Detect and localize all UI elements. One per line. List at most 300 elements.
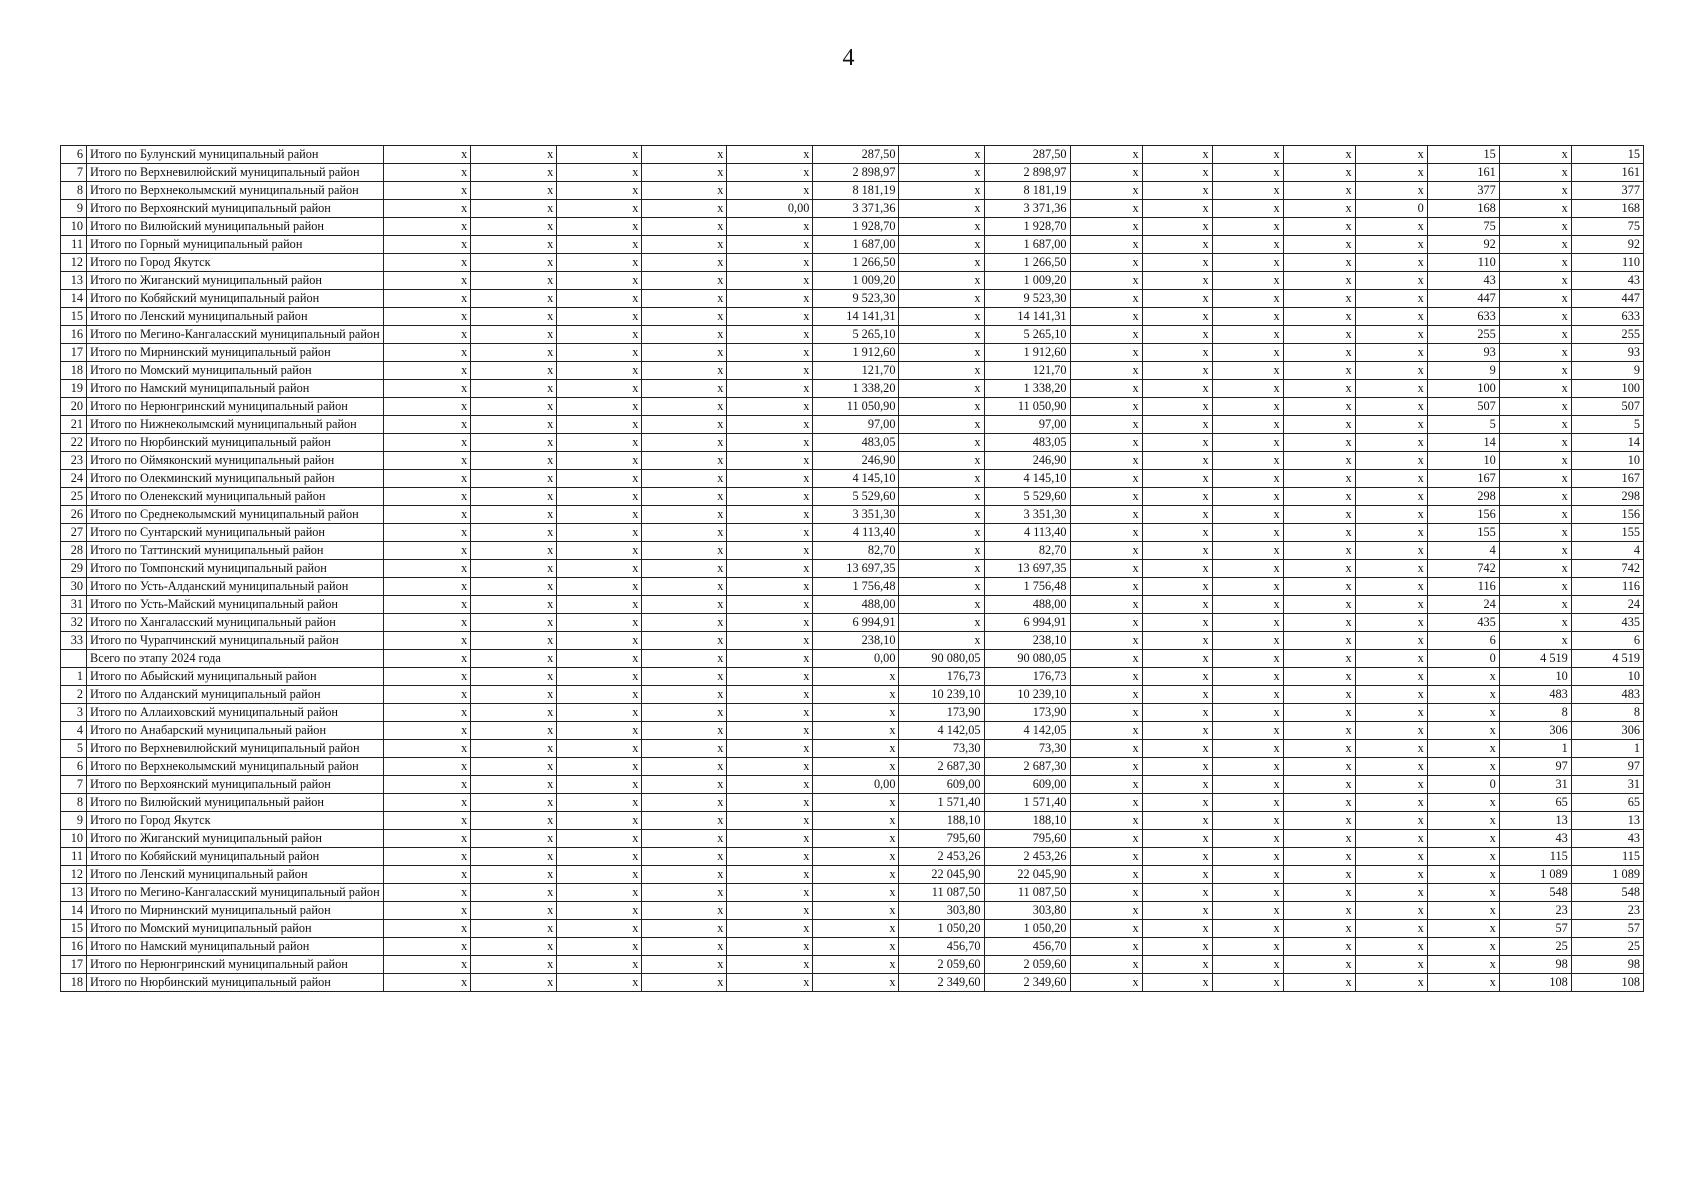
- table-cell: x: [557, 488, 642, 506]
- table-cell: x: [471, 398, 557, 416]
- table-cell: x: [557, 308, 642, 326]
- table-cell: x: [1283, 614, 1355, 632]
- table-cell: x: [557, 920, 642, 938]
- table-cell: x: [1070, 290, 1142, 308]
- table-cell: x: [1212, 920, 1283, 938]
- row-label: Итого по Томпонский муниципальный район: [87, 560, 384, 578]
- table-cell: x: [727, 632, 813, 650]
- table-cell: 447: [1571, 290, 1643, 308]
- table-cell: 90 080,05: [984, 650, 1070, 668]
- table-cell: x: [899, 434, 984, 452]
- table-cell: 173,90: [984, 704, 1070, 722]
- table-cell: 24: [1427, 596, 1499, 614]
- table-row: [61, 326, 1644, 344]
- row-number: 3: [61, 704, 87, 722]
- table-cell: x: [1283, 164, 1355, 182]
- table-cell: x: [727, 344, 813, 362]
- table-cell: x: [1070, 200, 1142, 218]
- table-cell: x: [899, 344, 984, 362]
- row-label: Итого по Кобяйский муниципальный район: [87, 848, 384, 866]
- table-row: [61, 290, 1644, 308]
- row-label: Итого по Нерюнгринский муниципальный район: [87, 398, 384, 416]
- table-cell: x: [727, 956, 813, 974]
- table-cell: x: [642, 434, 727, 452]
- table-cell: x: [642, 794, 727, 812]
- table-cell: 3 351,30: [813, 506, 899, 524]
- row-label: Итого по Горный муниципальный район: [87, 236, 384, 254]
- table-row: [61, 452, 1644, 470]
- table-row: [61, 506, 1644, 524]
- table-cell: x: [1070, 254, 1142, 272]
- table-cell: x: [1142, 632, 1212, 650]
- table-cell: 609,00: [984, 776, 1070, 794]
- table-cell: x: [1355, 380, 1427, 398]
- table-cell: 10 239,10: [899, 686, 984, 704]
- table-cell: 82,70: [813, 542, 899, 560]
- table-cell: x: [1427, 956, 1499, 974]
- table-cell: 25: [1571, 938, 1643, 956]
- table-cell: x: [813, 686, 899, 704]
- row-label: Итого по Оленекский муниципальный район: [87, 488, 384, 506]
- table-cell: x: [1283, 848, 1355, 866]
- table-cell: x: [1142, 776, 1212, 794]
- table-cell: x: [813, 920, 899, 938]
- table-cell: x: [1070, 146, 1142, 164]
- table-cell: x: [727, 542, 813, 560]
- row-label: Итого по Верхневилюйский муниципальный район: [87, 164, 384, 182]
- table-cell: 2 898,97: [813, 164, 899, 182]
- table-cell: x: [642, 596, 727, 614]
- table-cell: x: [899, 614, 984, 632]
- row-number: 14: [61, 290, 87, 308]
- table-cell: x: [1355, 614, 1427, 632]
- table-row: [61, 632, 1644, 650]
- table-cell: x: [557, 578, 642, 596]
- table-cell: 97: [1571, 758, 1643, 776]
- table-cell: 1: [1499, 740, 1571, 758]
- table-cell: x: [384, 884, 471, 902]
- table-row: [61, 380, 1644, 398]
- table-cell: x: [1355, 650, 1427, 668]
- table-cell: x: [1212, 884, 1283, 902]
- table-cell: x: [471, 380, 557, 398]
- table-cell: x: [1142, 236, 1212, 254]
- table-cell: 167: [1427, 470, 1499, 488]
- table-cell: x: [1427, 902, 1499, 920]
- table-cell: x: [1212, 938, 1283, 956]
- table-cell: x: [1212, 758, 1283, 776]
- table-cell: x: [1212, 506, 1283, 524]
- table-cell: x: [1355, 722, 1427, 740]
- table-cell: x: [642, 902, 727, 920]
- table-cell: 115: [1571, 848, 1643, 866]
- table-cell: x: [727, 398, 813, 416]
- table-cell: x: [813, 668, 899, 686]
- table-cell: x: [1355, 776, 1427, 794]
- table-cell: x: [471, 488, 557, 506]
- table-cell: x: [557, 740, 642, 758]
- row-number: 22: [61, 434, 87, 452]
- table-cell: x: [1427, 704, 1499, 722]
- table-cell: x: [727, 182, 813, 200]
- table-cell: x: [471, 596, 557, 614]
- table-cell: 116: [1571, 578, 1643, 596]
- table-cell: x: [642, 542, 727, 560]
- table-cell: 2 349,60: [984, 974, 1070, 992]
- row-label: Итого по Усть-Алданский муниципальный район: [87, 578, 384, 596]
- table-cell: x: [384, 272, 471, 290]
- table-cell: x: [557, 236, 642, 254]
- row-number: 8: [61, 794, 87, 812]
- table-cell: 14: [1427, 434, 1499, 452]
- table-cell: x: [1355, 416, 1427, 434]
- table-cell: x: [1283, 416, 1355, 434]
- table-cell: x: [384, 722, 471, 740]
- table-cell: x: [1070, 578, 1142, 596]
- table-cell: x: [1283, 524, 1355, 542]
- table-cell: x: [1355, 488, 1427, 506]
- row-label: Итого по Момский муниципальный район: [87, 362, 384, 380]
- table-cell: x: [727, 866, 813, 884]
- table-cell: 483: [1499, 686, 1571, 704]
- table-cell: 24: [1571, 596, 1643, 614]
- table-cell: x: [1070, 740, 1142, 758]
- table-cell: x: [1427, 884, 1499, 902]
- table-cell: x: [557, 632, 642, 650]
- table-cell: x: [1070, 236, 1142, 254]
- table-cell: 82,70: [984, 542, 1070, 560]
- table-cell: 65: [1571, 794, 1643, 812]
- table-cell: 4 113,40: [813, 524, 899, 542]
- table-cell: x: [813, 974, 899, 992]
- row-number: 29: [61, 560, 87, 578]
- table-cell: x: [1142, 542, 1212, 560]
- table-cell: 9 523,30: [813, 290, 899, 308]
- table-cell: x: [1212, 632, 1283, 650]
- table-cell: 11 050,90: [813, 398, 899, 416]
- row-number: 11: [61, 236, 87, 254]
- table-cell: x: [1355, 632, 1427, 650]
- row-number: 25: [61, 488, 87, 506]
- table-row: [61, 776, 1644, 794]
- table-cell: x: [384, 596, 471, 614]
- table-cell: x: [642, 668, 727, 686]
- table-cell: x: [642, 578, 727, 596]
- table-cell: x: [1427, 848, 1499, 866]
- table-cell: x: [1427, 758, 1499, 776]
- table-cell: x: [1070, 416, 1142, 434]
- table-cell: x: [1355, 668, 1427, 686]
- table-cell: x: [1283, 254, 1355, 272]
- table-cell: x: [1142, 506, 1212, 524]
- table-cell: 57: [1571, 920, 1643, 938]
- table-cell: 176,73: [984, 668, 1070, 686]
- table-cell: x: [727, 722, 813, 740]
- table-cell: x: [1070, 866, 1142, 884]
- table-cell: x: [384, 632, 471, 650]
- row-number: 7: [61, 164, 87, 182]
- table-row: [61, 920, 1644, 938]
- table-cell: x: [727, 902, 813, 920]
- table-cell: 93: [1427, 344, 1499, 362]
- table-cell: 633: [1427, 308, 1499, 326]
- table-cell: 75: [1571, 218, 1643, 236]
- table-cell: x: [642, 740, 727, 758]
- row-number: 12: [61, 254, 87, 272]
- table-cell: x: [1355, 218, 1427, 236]
- table-cell: x: [557, 272, 642, 290]
- row-number: 21: [61, 416, 87, 434]
- table-cell: x: [1212, 470, 1283, 488]
- table-cell: x: [1283, 920, 1355, 938]
- table-cell: x: [1070, 182, 1142, 200]
- table-cell: x: [1283, 380, 1355, 398]
- table-cell: x: [1212, 974, 1283, 992]
- table-cell: x: [471, 326, 557, 344]
- table-cell: x: [1070, 272, 1142, 290]
- table-cell: 14: [1571, 434, 1643, 452]
- table-cell: x: [557, 200, 642, 218]
- table-cell: 795,60: [984, 830, 1070, 848]
- table-cell: x: [384, 290, 471, 308]
- table-row: [61, 686, 1644, 704]
- table-cell: 65: [1499, 794, 1571, 812]
- table-cell: x: [384, 866, 471, 884]
- table-cell: x: [1283, 470, 1355, 488]
- table-cell: x: [471, 974, 557, 992]
- table-cell: x: [727, 830, 813, 848]
- table-cell: 483: [1571, 686, 1643, 704]
- table-cell: 22 045,90: [984, 866, 1070, 884]
- table-cell: x: [1355, 524, 1427, 542]
- table-cell: x: [1283, 686, 1355, 704]
- table-cell: x: [1283, 362, 1355, 380]
- table-cell: x: [384, 308, 471, 326]
- table-cell: x: [727, 434, 813, 452]
- table-cell: x: [1142, 182, 1212, 200]
- table-cell: x: [1142, 398, 1212, 416]
- table-cell: x: [1212, 236, 1283, 254]
- table-cell: 43: [1571, 830, 1643, 848]
- table-cell: x: [813, 902, 899, 920]
- table-cell: x: [1142, 758, 1212, 776]
- table-cell: x: [384, 812, 471, 830]
- table-cell: x: [384, 236, 471, 254]
- table-row: [61, 542, 1644, 560]
- table-cell: x: [642, 218, 727, 236]
- table-cell: x: [1499, 452, 1571, 470]
- table-cell: 1 928,70: [813, 218, 899, 236]
- table-cell: x: [1212, 794, 1283, 812]
- table-cell: x: [384, 506, 471, 524]
- row-label: Итого по Чурапчинский муниципальный район: [87, 632, 384, 650]
- row-number: 6: [61, 146, 87, 164]
- table-cell: x: [1355, 704, 1427, 722]
- table-cell: x: [1142, 830, 1212, 848]
- table-cell: x: [471, 290, 557, 308]
- row-number: 7: [61, 776, 87, 794]
- table-cell: x: [1355, 470, 1427, 488]
- table-cell: x: [1355, 794, 1427, 812]
- table-cell: x: [1070, 704, 1142, 722]
- table-cell: x: [727, 776, 813, 794]
- table-cell: 456,70: [984, 938, 1070, 956]
- table-cell: x: [1142, 488, 1212, 506]
- table-row: [61, 434, 1644, 452]
- table-cell: 483,05: [813, 434, 899, 452]
- table-cell: 168: [1571, 200, 1643, 218]
- table-cell: x: [471, 308, 557, 326]
- table-cell: x: [899, 218, 984, 236]
- table-cell: x: [384, 380, 471, 398]
- table-cell: x: [1212, 704, 1283, 722]
- table-cell: x: [1070, 380, 1142, 398]
- table-cell: 108: [1499, 974, 1571, 992]
- table-cell: x: [1499, 578, 1571, 596]
- table-cell: 4: [1571, 542, 1643, 560]
- table-row: [61, 722, 1644, 740]
- table-cell: x: [1212, 830, 1283, 848]
- table-cell: x: [1142, 470, 1212, 488]
- table-cell: x: [1499, 596, 1571, 614]
- table-cell: x: [1283, 758, 1355, 776]
- table-cell: x: [1212, 650, 1283, 668]
- table-row: [61, 740, 1644, 758]
- table-cell: x: [1355, 686, 1427, 704]
- table-cell: x: [471, 650, 557, 668]
- table-cell: x: [899, 452, 984, 470]
- table-cell: x: [471, 254, 557, 272]
- table-cell: 1 338,20: [984, 380, 1070, 398]
- table-cell: 306: [1571, 722, 1643, 740]
- table-cell: x: [813, 704, 899, 722]
- table-cell: x: [471, 470, 557, 488]
- table-cell: x: [1070, 434, 1142, 452]
- table-cell: x: [471, 578, 557, 596]
- table-cell: x: [899, 362, 984, 380]
- table-cell: x: [1283, 434, 1355, 452]
- table-cell: 1 756,48: [984, 578, 1070, 596]
- row-number: 17: [61, 956, 87, 974]
- table-cell: x: [1355, 830, 1427, 848]
- row-number: 32: [61, 614, 87, 632]
- table-cell: x: [1070, 308, 1142, 326]
- table-cell: x: [727, 524, 813, 542]
- table-cell: x: [1427, 668, 1499, 686]
- table-cell: x: [813, 794, 899, 812]
- table-cell: 25: [1499, 938, 1571, 956]
- table-cell: x: [727, 758, 813, 776]
- table-cell: 2 349,60: [899, 974, 984, 992]
- table-cell: x: [727, 650, 813, 668]
- table-cell: 90 080,05: [899, 650, 984, 668]
- row-label: Итого по Олекминский муниципальный район: [87, 470, 384, 488]
- table-cell: x: [813, 938, 899, 956]
- row-number: 13: [61, 884, 87, 902]
- table-cell: 483,05: [984, 434, 1070, 452]
- table-cell: 5 265,10: [813, 326, 899, 344]
- table-cell: x: [727, 506, 813, 524]
- table-cell: x: [642, 866, 727, 884]
- table-cell: x: [1070, 722, 1142, 740]
- table-cell: x: [384, 560, 471, 578]
- table-cell: x: [1212, 434, 1283, 452]
- table-cell: x: [1499, 218, 1571, 236]
- table-cell: x: [1212, 668, 1283, 686]
- table-cell: x: [727, 272, 813, 290]
- table-cell: x: [813, 830, 899, 848]
- table-cell: 100: [1427, 380, 1499, 398]
- table-cell: 0,00: [727, 200, 813, 218]
- row-label: Итого по Мегино-Кангаласский муниципальный район: [87, 884, 384, 902]
- table-cell: x: [727, 578, 813, 596]
- table-cell: x: [642, 938, 727, 956]
- table-cell: x: [813, 884, 899, 902]
- table-cell: 1 571,40: [984, 794, 1070, 812]
- row-label: Итого по Нюрбинский муниципальный район: [87, 974, 384, 992]
- table-row: [61, 956, 1644, 974]
- table-cell: x: [1070, 920, 1142, 938]
- table-cell: x: [384, 542, 471, 560]
- table-cell: x: [642, 614, 727, 632]
- table-cell: x: [1283, 200, 1355, 218]
- table-cell: x: [1499, 236, 1571, 254]
- row-label: Итого по Булунский муниципальный район: [87, 146, 384, 164]
- table-cell: x: [813, 866, 899, 884]
- table-cell: x: [727, 362, 813, 380]
- table-row: [61, 398, 1644, 416]
- table-cell: x: [471, 884, 557, 902]
- table-cell: x: [642, 830, 727, 848]
- table-cell: x: [1283, 272, 1355, 290]
- table-cell: x: [1212, 686, 1283, 704]
- table-cell: x: [1283, 722, 1355, 740]
- table-cell: 98: [1571, 956, 1643, 974]
- table-cell: 6 994,91: [984, 614, 1070, 632]
- table-cell: x: [1212, 902, 1283, 920]
- table-cell: x: [727, 290, 813, 308]
- table-cell: x: [1283, 812, 1355, 830]
- table-cell: x: [1499, 308, 1571, 326]
- table-cell: 15: [1427, 146, 1499, 164]
- table-cell: 110: [1427, 254, 1499, 272]
- table-cell: x: [557, 182, 642, 200]
- table-cell: x: [642, 488, 727, 506]
- table-cell: x: [1142, 200, 1212, 218]
- table-cell: x: [899, 290, 984, 308]
- table-cell: x: [813, 848, 899, 866]
- table-cell: 488,00: [984, 596, 1070, 614]
- table-cell: 156: [1571, 506, 1643, 524]
- row-label: Итого по Нерюнгринский муниципальный район: [87, 956, 384, 974]
- table-cell: x: [471, 848, 557, 866]
- table-row: [61, 164, 1644, 182]
- table-cell: x: [471, 218, 557, 236]
- table-cell: 188,10: [984, 812, 1070, 830]
- table-cell: 4 142,05: [984, 722, 1070, 740]
- table-cell: 1 756,48: [813, 578, 899, 596]
- table-cell: x: [471, 452, 557, 470]
- table-cell: 92: [1571, 236, 1643, 254]
- table-row: [61, 884, 1644, 902]
- row-label: Итого по Мирнинский муниципальный район: [87, 344, 384, 362]
- table-cell: x: [1283, 452, 1355, 470]
- table-cell: x: [727, 452, 813, 470]
- table-cell: x: [384, 758, 471, 776]
- row-number: 8: [61, 182, 87, 200]
- table-cell: 115: [1499, 848, 1571, 866]
- table-cell: x: [1142, 578, 1212, 596]
